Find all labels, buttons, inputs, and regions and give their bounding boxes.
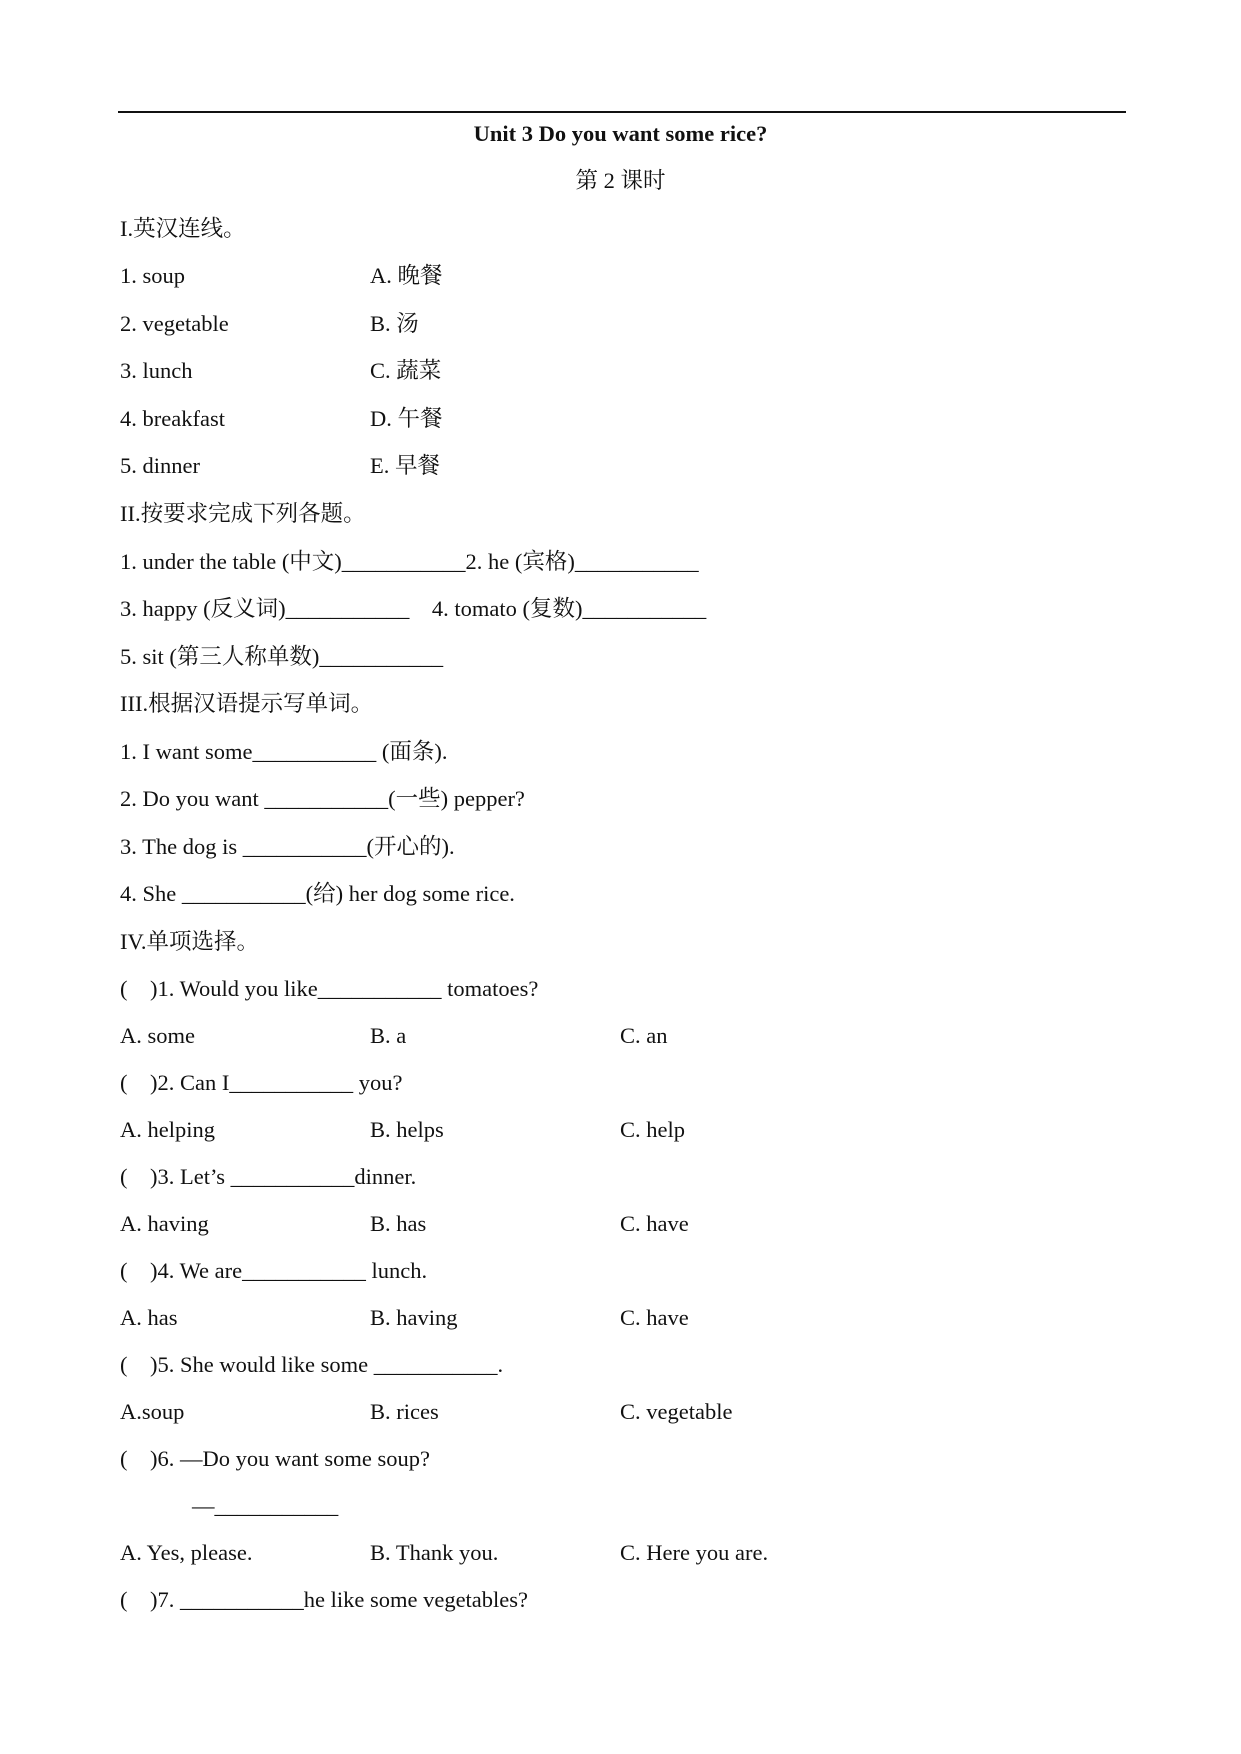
option-c: C. have bbox=[620, 1211, 689, 1236]
option-c: C. Here you are. bbox=[620, 1540, 769, 1565]
question-stem: ( )1. Would you like___________ tomatoes? bbox=[120, 976, 539, 1001]
section-heading: I.英汉连线。 bbox=[120, 216, 246, 241]
match-english: 2. vegetable bbox=[120, 311, 229, 336]
exercise-line: 1. I want some___________ (面条). bbox=[120, 739, 448, 764]
option-a: A. having bbox=[120, 1211, 209, 1236]
match-chinese: D. 午餐 bbox=[370, 406, 443, 431]
option-b: B. has bbox=[370, 1211, 427, 1236]
question-stem: ( )4. We are___________ lunch. bbox=[120, 1258, 428, 1283]
option-b: B. a bbox=[370, 1023, 407, 1048]
option-b: B. rices bbox=[370, 1399, 439, 1424]
option-a: A. some bbox=[120, 1023, 195, 1048]
option-b: B. having bbox=[370, 1305, 458, 1330]
option-b: B. Thank you. bbox=[370, 1540, 499, 1565]
option-c: C. an bbox=[620, 1023, 668, 1048]
match-chinese: B. 汤 bbox=[370, 311, 419, 336]
question-stem: ( )6. —Do you want some soup? bbox=[120, 1446, 430, 1471]
question-stem: ( )2. Can I___________ you? bbox=[120, 1070, 403, 1095]
question-stem: ( )7. ___________he like some vegetables? bbox=[120, 1587, 529, 1612]
option-a: A.soup bbox=[120, 1399, 185, 1424]
option-a: A. Yes, please. bbox=[120, 1540, 253, 1565]
option-a: A. has bbox=[120, 1305, 178, 1330]
match-english: 1. soup bbox=[120, 263, 186, 288]
question-stem: ( )5. She would like some ___________. bbox=[120, 1352, 504, 1377]
exercise-line: 5. sit (第三人称单数)___________ bbox=[120, 644, 444, 669]
option-a: A. helping bbox=[120, 1117, 215, 1142]
page-title: Unit 3 Do you want some rice? bbox=[473, 121, 768, 146]
reply-blank: —___________ bbox=[192, 1493, 339, 1518]
match-english: 5. dinner bbox=[120, 453, 200, 478]
match-chinese: A. 晚餐 bbox=[370, 263, 443, 288]
exercise-line: 2. Do you want ___________(一些) pepper? bbox=[120, 786, 525, 811]
option-c: C. help bbox=[620, 1117, 685, 1142]
match-english: 4. breakfast bbox=[120, 406, 225, 431]
match-chinese: C. 蔬菜 bbox=[370, 358, 442, 383]
option-c: C. have bbox=[620, 1305, 689, 1330]
exercise-line: 3. The dog is ___________(开心的). bbox=[120, 834, 455, 859]
option-b: B. helps bbox=[370, 1117, 444, 1142]
exercise-line: 3. happy (反义词)___________ 4. tomato (复数)___________ bbox=[120, 596, 707, 621]
question-stem: ( )3. Let’s ___________dinner. bbox=[120, 1164, 417, 1189]
exercise-line: 4. She ___________(给) her dog some rice. bbox=[120, 881, 515, 906]
section-heading: III.根据汉语提示写单词。 bbox=[120, 691, 374, 716]
match-english: 3. lunch bbox=[120, 358, 193, 383]
exercise-line: 1. under the table (中文)___________2. he (宾格)___________ bbox=[120, 549, 699, 574]
match-chinese: E. 早餐 bbox=[370, 453, 440, 478]
header-rule bbox=[118, 111, 1126, 113]
section-heading: IV.单项选择。 bbox=[120, 929, 259, 954]
section-heading: II.按要求完成下列各题。 bbox=[120, 501, 366, 526]
option-c: C. vegetable bbox=[620, 1399, 733, 1424]
lesson-label: 第 2 课时 bbox=[575, 168, 666, 193]
